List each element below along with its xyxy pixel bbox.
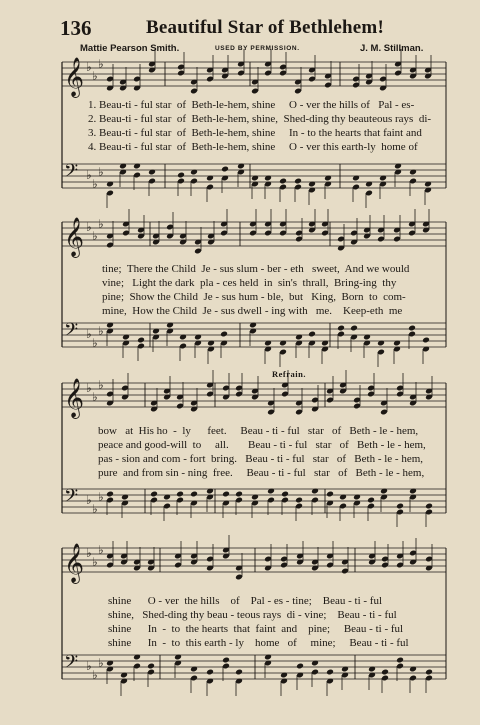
- note-head: [279, 178, 287, 185]
- note-head: [308, 331, 316, 338]
- composer-credit: J. M. Stillman.: [360, 43, 424, 54]
- flat-sign: ♭: [98, 656, 104, 670]
- flat-sign: ♭: [92, 69, 98, 83]
- lyric-line: 4. Beau-ti - ful star of Beth-le-hem, shine O - ver this earth-ly home of: [88, 141, 418, 153]
- bass-clef: 𝄢: [64, 161, 79, 186]
- note-head: [176, 491, 184, 498]
- flat-sign: ♭: [86, 220, 92, 234]
- lyric-line: shine O - ver the hills of Pal - es - tine; Beau - ti - ful: [108, 595, 383, 607]
- lyric-line: 1. Beau-ti - ful star of Beth-le-hem, shine O - ver the hills of Pal - es-: [88, 99, 415, 111]
- lyricist-credit: Mattie Pearson Smith.: [80, 43, 180, 54]
- flat-sign: ♭: [98, 57, 104, 71]
- note-head: [367, 497, 375, 504]
- bass-clef: 𝄢: [64, 320, 79, 345]
- lyric-line: tine; There the Child Je - sus slum - ber - eth sweet, And we would: [102, 263, 410, 275]
- note-head: [222, 657, 230, 664]
- page-number: 136: [60, 16, 92, 40]
- flat-sign: ♭: [92, 555, 98, 569]
- lyric-line: bow at His ho - ly feet. Beau - ti - ful star of Beth - le - hem,: [98, 425, 419, 437]
- note-head: [326, 491, 334, 498]
- treble-clef: 𝄞: [64, 217, 85, 257]
- note-head: [381, 669, 389, 676]
- bass-clef: 𝄢: [64, 486, 79, 511]
- note-head: [206, 669, 214, 676]
- note-head: [220, 331, 228, 338]
- flat-sign: ♭: [92, 502, 98, 516]
- note-head: [425, 669, 433, 676]
- flat-sign: ♭: [86, 168, 92, 182]
- note-head: [396, 503, 404, 510]
- note-head: [425, 503, 433, 510]
- note-head: [296, 663, 304, 670]
- note-head: [396, 657, 404, 664]
- note-head: [337, 325, 345, 332]
- note-head: [106, 491, 114, 498]
- note-head: [408, 325, 416, 332]
- lyric-line: shine, Shed-ding thy beau - teous rays di - vine; Beau - ti - ful: [108, 609, 397, 621]
- note-head: [221, 166, 229, 173]
- permission-note: USED BY PERMISSION.: [215, 45, 300, 52]
- flat-sign: ♭: [86, 381, 92, 395]
- note-head: [177, 172, 185, 179]
- note-head: [326, 669, 334, 676]
- lyric-line: shine In - to the hearts that faint and pine; Beau - ti - ful: [108, 623, 404, 635]
- note-head: [295, 497, 303, 504]
- flat-sign: ♭: [86, 493, 92, 507]
- flat-sign: ♭: [86, 546, 92, 560]
- flat-sign: ♭: [92, 390, 98, 404]
- treble-clef: 𝄞: [64, 543, 85, 583]
- bass-clef: 𝄢: [64, 652, 79, 677]
- hymn-title: Beautiful Star of Bethlehem!: [146, 17, 384, 38]
- treble-clef: 𝄞: [64, 57, 85, 97]
- flat-sign: ♭: [98, 378, 104, 392]
- lyric-line: mine, How the Child Je - sus dwell - ing with me. Keep-eth me: [102, 305, 403, 317]
- lyric-line: pure and from sin - ning free. Beau - ti - ful star of Beth - le - hem,: [98, 467, 425, 479]
- flat-sign: ♭: [92, 177, 98, 191]
- note-head: [235, 669, 243, 676]
- flat-sign: ♭: [98, 217, 104, 231]
- lyric-line: vine; Light the dark pla - ces held in sin's thrall, Bring-ing thy: [102, 277, 397, 289]
- lyric-line: 3. Beau-ti - ful star of Beth-le-hem, shine In - to the hearts that faint and: [88, 127, 422, 139]
- flat-sign: ♭: [98, 490, 104, 504]
- lyric-line: pas - sion and com - fort bring. Beau - ti - ful star of Beth - le - hem,: [98, 453, 424, 465]
- lyric-line: shine In - to this earth - ly home of mine; Beau - ti - ful: [108, 637, 409, 649]
- flat-sign: ♭: [92, 229, 98, 243]
- note-head: [422, 337, 430, 344]
- note-head: [222, 491, 230, 498]
- note-head: [281, 491, 289, 498]
- lyric-line: pine; Show the Child Je - sus hum - ble, but King, Born to com-: [102, 291, 406, 303]
- note-head: [235, 491, 243, 498]
- refrain-label: Refrain.: [272, 369, 306, 379]
- note-head: [350, 325, 358, 332]
- flat-sign: ♭: [98, 165, 104, 179]
- flat-sign: ♭: [98, 324, 104, 338]
- note-head: [147, 663, 155, 670]
- note-head: [137, 337, 145, 344]
- flat-sign: ♭: [86, 60, 92, 74]
- flat-sign: ♭: [98, 543, 104, 557]
- flat-sign: ♭: [92, 668, 98, 682]
- note-head: [190, 491, 198, 498]
- treble-clef: 𝄞: [64, 378, 85, 418]
- flat-sign: ♭: [86, 659, 92, 673]
- flat-sign: ♭: [92, 336, 98, 350]
- note-head: [294, 178, 302, 185]
- note-head: [150, 491, 158, 498]
- lyric-line: 2. Beau-ti - ful star of Beth-le-hem, shine, Shed-ding thy beauteous rays di-: [88, 113, 432, 125]
- flat-sign: ♭: [86, 327, 92, 341]
- lyric-line: peace and good-will to all. Beau - ti - ful star of Beth - le - hem,: [98, 439, 426, 451]
